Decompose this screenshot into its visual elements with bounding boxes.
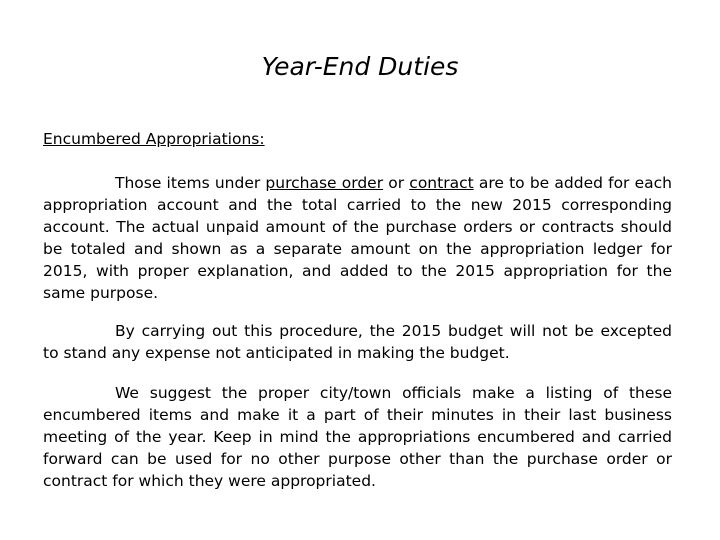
paragraph-listing-suggestion: We suggest the proper city/town officials make a listing of these encumbered items and make it a part of their minutes in their last business meeting of the year. Keep in mind the appropriations encumbered and carried forward can be used for no other purpose other than the purchase order or contract for which they were appropriated. (43, 384, 672, 490)
paragraph-text: Those items under (115, 174, 266, 192)
paragraph-text: are to be added for each appropriation account and the total carried to the new 2015 corresponding account. The actual unpaid amount of the purchase orders or contracts should be totaled and shown as a separate amount on the appropriation ledger for 2015, with proper explanation, and added to the 2015 appropriation for the same purpose. (43, 174, 672, 302)
contract-term: contract (409, 174, 474, 192)
section-heading: Encumbered Appropriations: (43, 130, 265, 148)
paragraph-text: or (383, 174, 410, 192)
paragraph-encumbered-items (43, 172, 672, 304)
purchase-order-term: purchase order (265, 174, 384, 192)
page-title: Year-End Duties (261, 52, 459, 81)
paragraph-budget-procedure: By carrying out this procedure, the 2015 budget will not be excepted to stand any expense not anticipated in making the budget. (43, 322, 672, 362)
